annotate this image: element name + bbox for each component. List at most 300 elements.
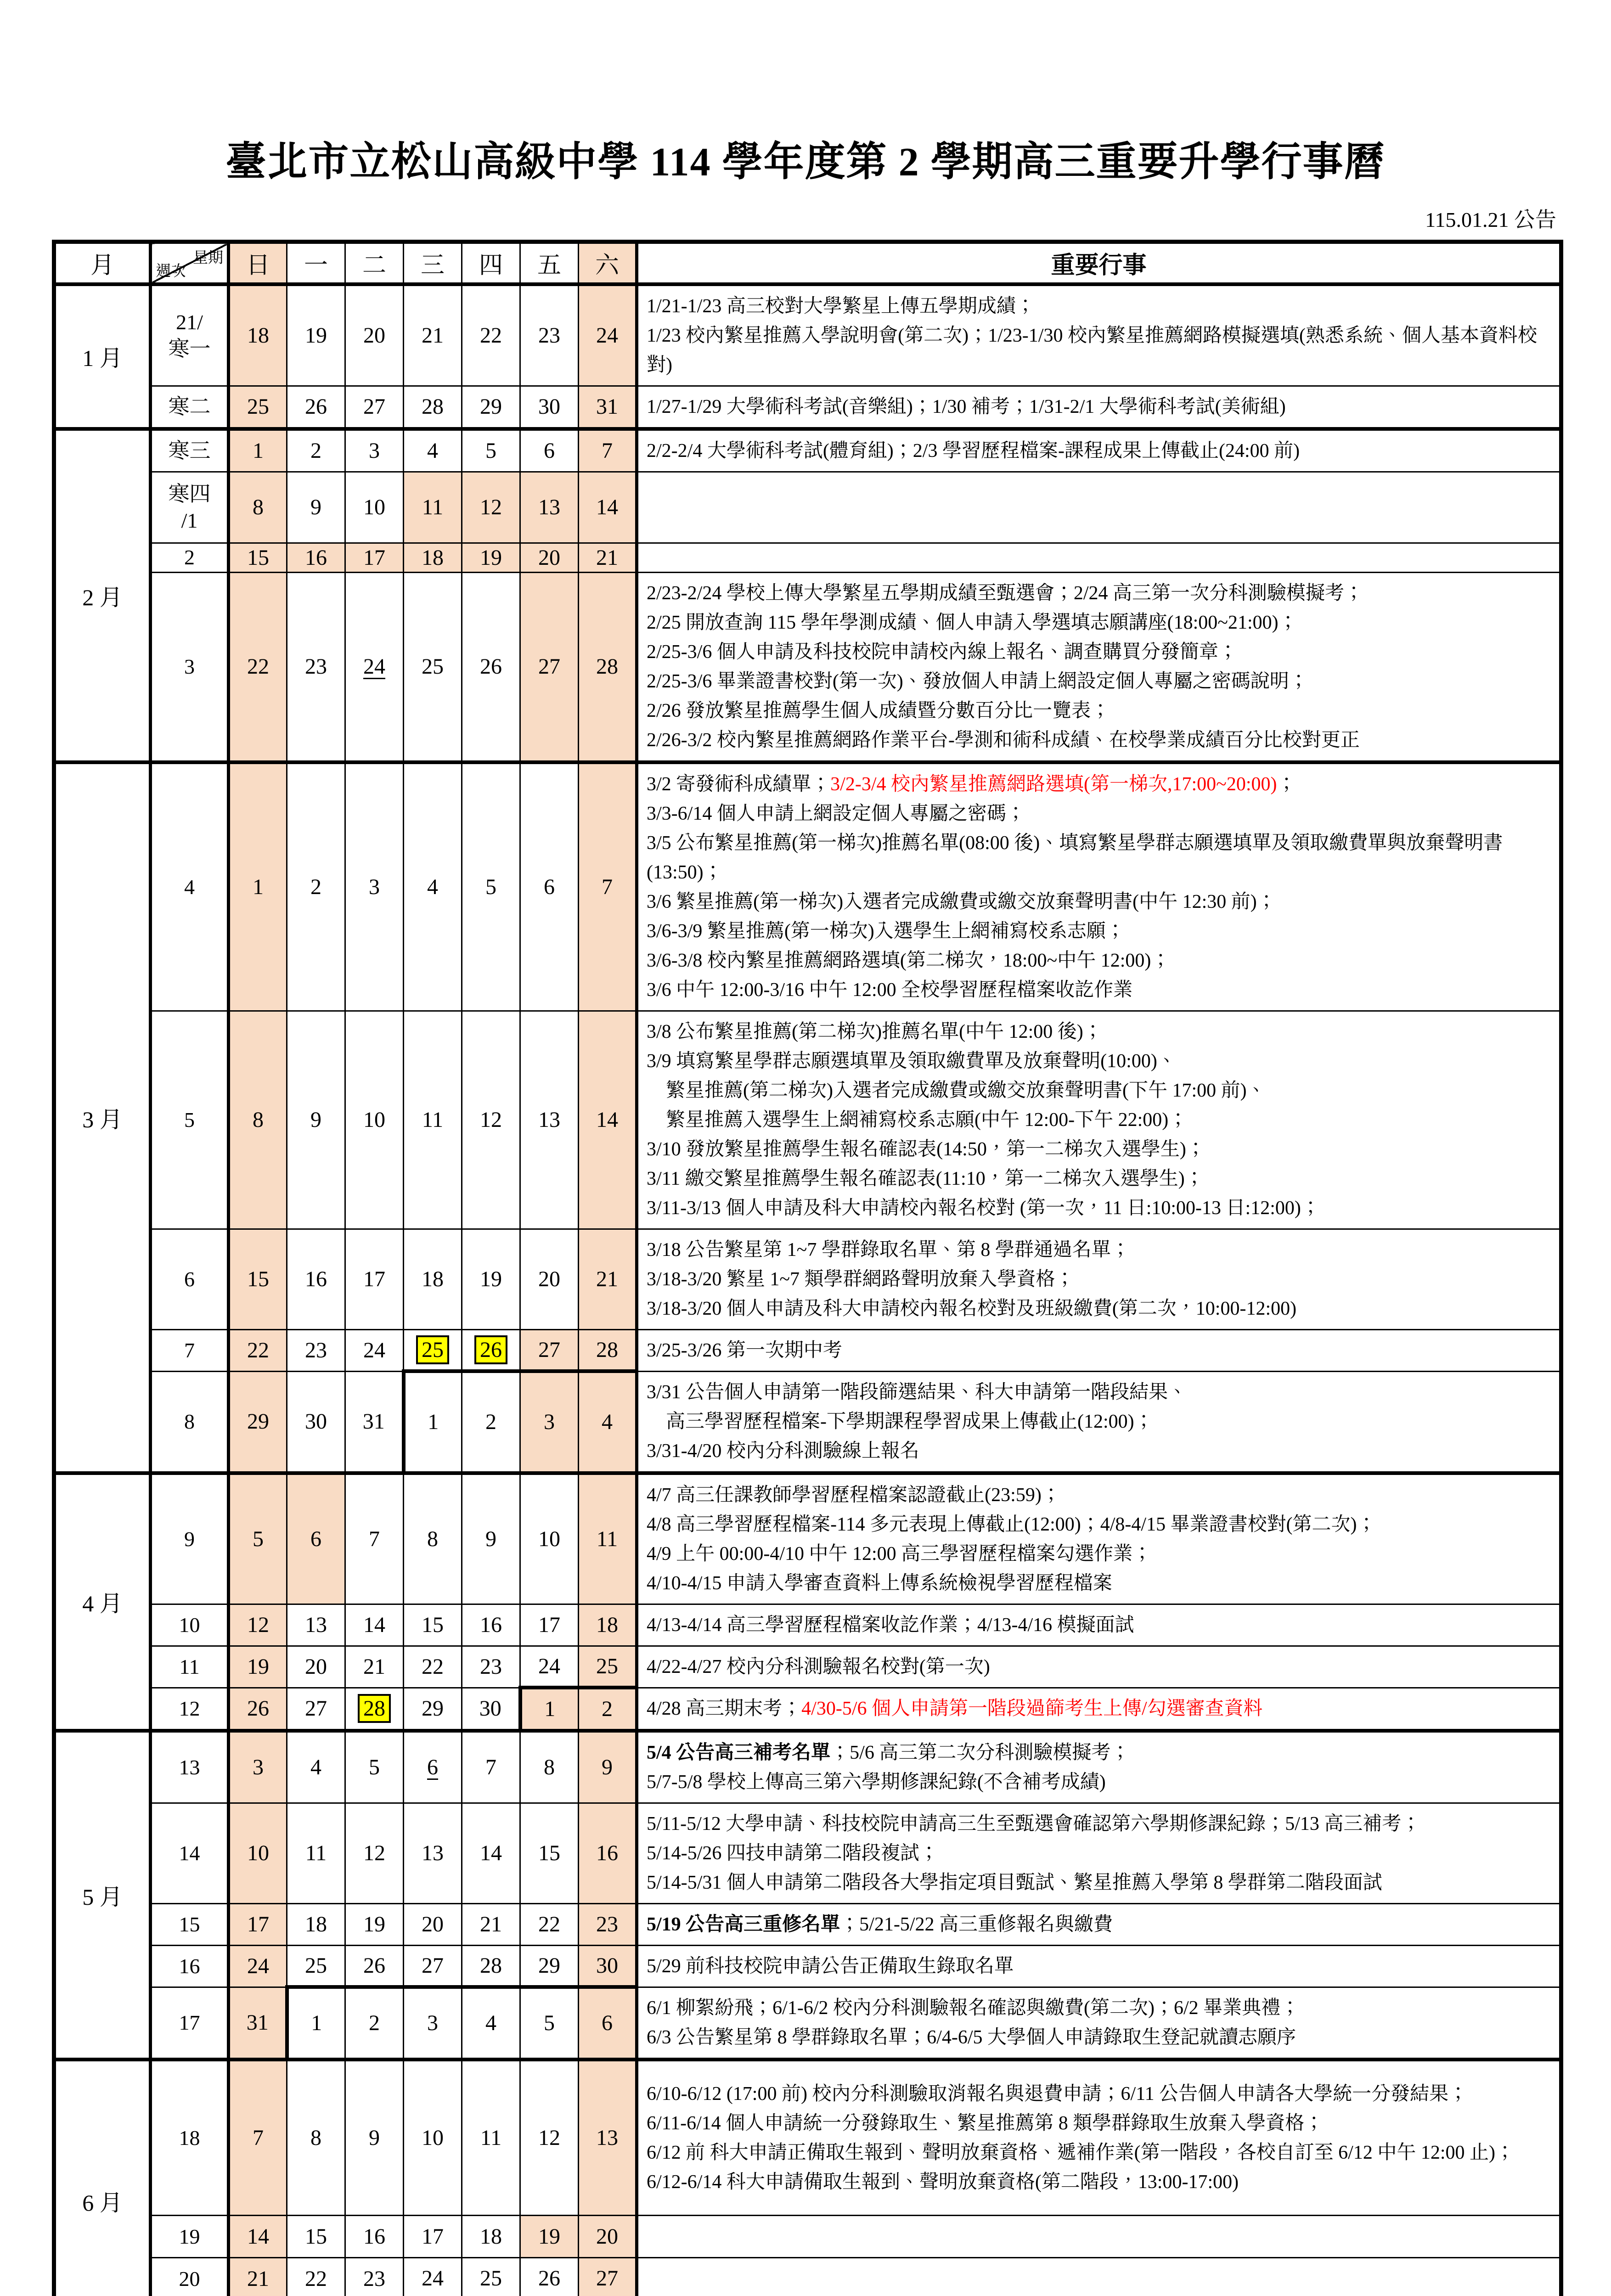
event-text: 3/6 繁星推薦(第一梯次)入選者完成繳費或繳交放棄聲明書(中午 12:30 前)； (647, 891, 1276, 912)
event-line (647, 1436, 1551, 1466)
week-label: 17 (151, 1987, 229, 2060)
events-cell (637, 472, 1561, 543)
calendar-row (54, 1473, 1561, 1604)
event-text: 3/11 繳交繁星推薦學生報名確認表(11:10，第一二梯次入選學生)； (647, 1168, 1204, 1189)
day-cell: 14 (579, 472, 637, 543)
day-cell: 29 (404, 1688, 462, 1731)
day-cell (462, 1329, 520, 1371)
day-cell: 27 (345, 386, 404, 429)
day-cell: 30 (520, 386, 579, 429)
day-cell: 19 (287, 284, 345, 386)
event-text: ； (1277, 774, 1296, 795)
events-cell (637, 1688, 1561, 1731)
calendar-row (54, 1731, 1561, 1803)
event-text: 2/25-3/6 畢業證書校對(第一次)、發放個人申請上網設定個人專屬之密碼說明； (647, 671, 1308, 692)
day-cell: 12 (520, 2060, 579, 2216)
day-cell: 4 (287, 1731, 345, 1803)
day-cell: 2 (287, 762, 345, 1011)
event-text: 3/5 公布繁星推薦(第一梯次)推薦名單(08:00 後)、填寫繁星學群志願選填單及領取繳費單與放棄聲明書(13:50)； (647, 833, 1503, 883)
event-text: 5/4 公告高三補考名單 (647, 1742, 830, 1763)
day-cell: 27 (287, 1688, 345, 1731)
day-cell: 25 (404, 572, 462, 762)
month-label: 1 月 (54, 284, 151, 429)
event-line (647, 1993, 1551, 2023)
day-cell: 5 (520, 1987, 579, 2060)
day-cell: 21 (345, 1646, 404, 1688)
day-cell: 19 (520, 2216, 579, 2258)
event-line (647, 436, 1551, 466)
day-cell: 20 (520, 543, 579, 572)
day-cell: 18 (404, 543, 462, 572)
day-cell: 3 (345, 429, 404, 472)
event-line (647, 1809, 1551, 1839)
event-text: ；5/21-5/22 高三重修報名與繳費 (840, 1914, 1113, 1935)
event-line (647, 1539, 1551, 1569)
day-cell: 22 (229, 1329, 287, 1371)
event-text: 5/29 前科技校院申請公告正備取生錄取名單 (647, 1956, 1014, 1977)
month-label: 5 月 (54, 1731, 151, 2060)
day-cell: 11 (404, 1011, 462, 1229)
day-cell: 23 (462, 1646, 520, 1688)
event-line (647, 1017, 1551, 1047)
calendar-row (54, 2060, 1561, 2216)
day-cell: 18 (229, 284, 287, 386)
day-cell: 17 (345, 1229, 404, 1329)
event-line (647, 1336, 1551, 1365)
week-label: 15 (151, 1903, 229, 1945)
events-cell (637, 1011, 1561, 1229)
events-cell (637, 1987, 1561, 2060)
day-cell: 19 (345, 1903, 404, 1945)
day-cell: 27 (579, 2258, 637, 2296)
day-cell: 11 (287, 1803, 345, 1903)
day-cell: 26 (287, 386, 345, 429)
events-cell (637, 1945, 1561, 1987)
event-line (647, 2079, 1551, 2109)
day-cell: 13 (520, 472, 579, 543)
day-cell: 10 (345, 1011, 404, 1229)
event-line (647, 1076, 1551, 1105)
day-cell: 12 (462, 472, 520, 543)
event-line (647, 292, 1551, 321)
week-label: 4 (151, 762, 229, 1011)
event-line (647, 1164, 1551, 1193)
day-cell: 5 (345, 1731, 404, 1803)
day-cell: 18 (462, 2216, 520, 2258)
event-line (647, 392, 1551, 422)
event-line (647, 1652, 1551, 1682)
day-cell: 2 (579, 1688, 637, 1731)
event-text: 2/23-2/24 學校上傳大學繁星五學期成績至甄選會；2/24 高三第一次分科測驗模擬考； (647, 583, 1363, 604)
day-cell (345, 1688, 404, 1731)
day-cell: 30 (462, 1688, 520, 1731)
event-line (647, 1738, 1551, 1767)
event-line (647, 1569, 1551, 1598)
day-cell: 13 (579, 2060, 637, 2216)
day-cell: 16 (287, 543, 345, 572)
event-line (647, 1193, 1551, 1223)
day-cell: 10 (229, 1803, 287, 1903)
calendar-row (54, 762, 1561, 1011)
week-label: 寒二 (151, 386, 229, 429)
day-cell: 14 (229, 2216, 287, 2258)
day-cell: 8 (520, 1731, 579, 1803)
event-line (647, 1952, 1551, 1981)
event-line (647, 917, 1551, 946)
day-cell: 2 (287, 429, 345, 472)
day-cell: 20 (404, 1903, 462, 1945)
event-text: 3/8 公布繁星推薦(第二梯次)推薦名單(中午 12:00 後)； (647, 1021, 1103, 1042)
event-text: 1/23 校內繁星推薦入學說明會(第二次)；1/23-1/30 校內繁星推薦網路模擬選填(熟悉系統、個人基本資料校對) (647, 325, 1537, 376)
day-cell: 7 (345, 1473, 404, 1604)
day-cell: 17 (404, 2216, 462, 2258)
event-text: 5/11-5/12 大學申請、科技校院申請高三生至甄選會確認第六學期修課紀錄；5/13 高三補考； (647, 1813, 1420, 1835)
event-line (647, 2109, 1551, 2138)
day-cell: 5 (462, 429, 520, 472)
day-cell: 19 (229, 1646, 287, 1688)
event-text: 1/21-1/23 高三校對大學繁星上傳五學期成績； (647, 296, 1035, 317)
day-cell: 8 (404, 1473, 462, 1604)
calendar-table (52, 240, 1563, 2296)
day-cell: 1 (229, 762, 287, 1011)
day-cell: 7 (462, 1731, 520, 1803)
event-text: 4/10-4/15 申請入學審查資料上傳系統檢視學習歷程檔案 (647, 1573, 1112, 1594)
week-label: 14 (151, 1803, 229, 1903)
events-cell (637, 429, 1561, 472)
header-day-1: 一 (287, 242, 345, 284)
day-cell: 14 (345, 1604, 404, 1646)
event-text: 3/2 寄發術科成績單； (647, 774, 830, 795)
day-cell: 22 (287, 2258, 345, 2296)
week-label: 3 (151, 572, 229, 762)
week-label: 10 (151, 1604, 229, 1646)
day-cell (404, 1329, 462, 1371)
day-cell: 15 (287, 2216, 345, 2258)
calendar-row (54, 386, 1561, 429)
event-text: 2/25-3/6 個人申請及科技校院申請校內線上報名、調查購買分發簡章； (647, 642, 1238, 663)
day-cell: 28 (579, 572, 637, 762)
day-cell: 3 (229, 1731, 287, 1803)
event-text: 2/26 發放繁星推薦學生個人成績暨分數百分比一覽表； (647, 700, 1110, 721)
event-text: 繁星推薦入選學生上網補寫校系志願(中午 12:00-下午 22:00)； (647, 1109, 1188, 1131)
event-line (647, 2138, 1551, 2167)
day-cell: 1 (520, 1688, 579, 1731)
exam-day-highlight: 28 (358, 1694, 391, 1723)
day-cell: 3 (345, 762, 404, 1011)
day-cell: 22 (462, 284, 520, 386)
event-text: 4/8 高三學習歷程檔案-114 多元表現上傳截止(12:00)；4/8-4/15 畢業證書校對(第二次)； (647, 1514, 1376, 1535)
day-cell: 21 (579, 1229, 637, 1329)
day-cell: 26 (520, 2258, 579, 2296)
event-line (647, 1047, 1551, 1076)
calendar-row (54, 1688, 1561, 1731)
day-cell: 30 (579, 1945, 637, 1987)
day-cell: 22 (229, 572, 287, 762)
event-line (647, 1610, 1551, 1640)
event-line (647, 1839, 1551, 1868)
event-text: 5/7-5/8 學校上傳高三第六學期修課紀錄(不含補考成績) (647, 1772, 1106, 1793)
event-text: 3/18-3/20 繁星 1~7 類學群網路聲明放棄入學資格； (647, 1269, 1075, 1290)
day-cell: 28 (462, 1945, 520, 1987)
event-line (647, 2023, 1551, 2052)
header-day-6: 六 (579, 242, 637, 284)
event-line (647, 696, 1551, 726)
day-cell: 26 (229, 1688, 287, 1731)
day-cell: 28 (579, 1329, 637, 1371)
day-cell: 10 (404, 2060, 462, 2216)
day-cell: 6 (520, 762, 579, 1011)
exam-day-highlight: 25 (416, 1335, 449, 1364)
header-row (54, 242, 1561, 284)
week-label: 寒三 (151, 429, 229, 472)
event-line (647, 1378, 1551, 1407)
event-text: 3/6 中午 12:00-3/16 中午 12:00 全校學習歷程檔案收訖作業 (647, 979, 1132, 1001)
week-label: 21/ 寒一 (151, 284, 229, 386)
event-text: 高三學習歷程檔案-下學期課程學習成果上傳截止(12:00)； (647, 1411, 1154, 1432)
events-cell (637, 1371, 1561, 1473)
day-cell: 16 (287, 1229, 345, 1329)
event-text-alert: 4/30-5/6 個人申請第一階段過篩考生上傳/勾選審查資料 (801, 1698, 1263, 1719)
event-line (647, 1767, 1551, 1797)
week-label: 20 (151, 2258, 229, 2296)
calendar-row (54, 2216, 1561, 2258)
event-text: 3/6-3/9 繁星推薦(第一梯次)入選學生上網補寫校系志願； (647, 921, 1125, 942)
event-text: 3/3-6/14 個人申請上網設定個人專屬之密碼； (647, 803, 1025, 824)
events-cell (637, 2258, 1561, 2296)
day-cell: 18 (579, 1604, 637, 1646)
calendar-row (54, 1329, 1561, 1371)
event-text: 4/22-4/27 校內分科測驗報名校對(第一次) (647, 1656, 990, 1677)
mock-exam-day-underline: 24 (363, 654, 385, 679)
calendar-row (54, 1646, 1561, 1688)
event-line (647, 1294, 1551, 1323)
day-cell: 20 (345, 284, 404, 386)
day-cell: 21 (229, 2258, 287, 2296)
day-cell: 10 (520, 1473, 579, 1604)
event-line (647, 1510, 1551, 1539)
event-text: 6/11-6/14 個人申請統一分發錄取生、繁星推薦第 8 類學群錄取生放棄入學資格； (647, 2113, 1324, 2134)
event-text: 2/26-3/2 校內繁星推薦網路作業平台-學測和術科成績、在校學業成績百分比校對更正 (647, 730, 1360, 751)
day-cell: 23 (579, 1903, 637, 1945)
day-cell: 1 (404, 1371, 462, 1473)
events-cell (637, 572, 1561, 762)
day-cell: 20 (287, 1646, 345, 1688)
event-line (647, 1868, 1551, 1897)
event-line (647, 1235, 1551, 1265)
calendar-row (54, 1229, 1561, 1329)
event-text: 3/25-3/26 第一次期中考 (647, 1340, 842, 1361)
day-cell: 16 (579, 1803, 637, 1903)
header-day-3: 三 (404, 242, 462, 284)
event-text: 4/9 上午 00:00-4/10 中午 12:00 高三學習歷程檔案勾選作業； (647, 1543, 1152, 1564)
day-cell: 25 (579, 1646, 637, 1688)
week-label: 18 (151, 2060, 229, 2216)
event-line (647, 579, 1551, 608)
event-text: 3/31 公告個人申請第一階段篩選結果、科大申請第一階段結果、 (647, 1382, 1187, 1403)
day-cell: 25 (229, 386, 287, 429)
day-cell: 30 (287, 1371, 345, 1473)
day-cell: 19 (462, 1229, 520, 1329)
day-cell: 3 (404, 1987, 462, 2060)
header-month: 月 (54, 242, 151, 284)
day-cell: 1 (229, 429, 287, 472)
day-cell: 17 (229, 1903, 287, 1945)
day-cell: 25 (287, 1945, 345, 1987)
event-line (647, 1694, 1551, 1723)
header-events: 重要行事 (637, 242, 1561, 284)
week-label: 2 (151, 543, 229, 572)
day-cell: 17 (345, 543, 404, 572)
day-cell (345, 572, 404, 762)
day-cell: 17 (520, 1604, 579, 1646)
events-cell (637, 1646, 1561, 1688)
event-text: 3/6-3/8 校內繁星推薦網路選填(第二梯次，18:00~中午 12:00)； (647, 950, 1170, 971)
day-cell: 12 (345, 1803, 404, 1903)
day-cell: 26 (462, 572, 520, 762)
event-line (647, 1265, 1551, 1294)
day-cell: 9 (287, 1011, 345, 1229)
day-cell: 11 (462, 2060, 520, 2216)
event-text: 6/12 前 科大申請正備取生報到、聲明放棄資格、遞補作業(第一階段，各校自訂至 6/12 中午 12:00 止)； (647, 2142, 1515, 2163)
day-cell: 4 (462, 1987, 520, 2060)
calendar-row (54, 1011, 1561, 1229)
header-day-0: 日 (229, 242, 287, 284)
mock-exam-day-underline: 6 (427, 1755, 438, 1779)
header-day-4: 四 (462, 242, 520, 284)
event-text: 3/18 公告繁星第 1~7 學群錄取名單、第 8 學群通過名單； (647, 1239, 1130, 1261)
day-cell: 21 (462, 1903, 520, 1945)
day-cell: 18 (287, 1903, 345, 1945)
event-line (647, 667, 1551, 696)
day-cell: 27 (520, 572, 579, 762)
day-cell: 2 (345, 1987, 404, 2060)
day-cell: 16 (462, 1604, 520, 1646)
day-cell: 15 (229, 1229, 287, 1329)
calendar-row (54, 284, 1561, 386)
exam-day-highlight: 26 (474, 1335, 507, 1364)
day-cell: 20 (520, 1229, 579, 1329)
week-label: 8 (151, 1371, 229, 1473)
day-cell: 7 (229, 2060, 287, 2216)
week-label: 12 (151, 1688, 229, 1731)
event-text: 5/14-5/26 四技申請第二階段複試； (647, 1843, 939, 1864)
event-text: 5/14-5/31 個人申請第二階段各大學指定項目甄試、繁星推薦入學第 8 學群第二階段面試 (647, 1872, 1382, 1893)
event-line (647, 1910, 1551, 1939)
day-cell: 5 (229, 1473, 287, 1604)
day-cell: 8 (287, 2060, 345, 2216)
month-label: 6 月 (54, 2060, 151, 2296)
event-line (647, 828, 1551, 887)
event-text: 4/7 高三任課教師學習歷程檔案認證截止(23:59)； (647, 1485, 1061, 1506)
day-cell: 14 (462, 1803, 520, 1903)
day-cell: 1 (287, 1987, 345, 2060)
events-cell (637, 762, 1561, 1011)
day-cell: 11 (579, 1473, 637, 1604)
month-label: 3 月 (54, 762, 151, 1473)
calendar-row (54, 472, 1561, 543)
event-line (647, 975, 1551, 1005)
event-line (647, 887, 1551, 917)
event-text: 2/25 開放查詢 115 學年學測成績、個人申請入學選填志願講座(18:00~21:00)； (647, 612, 1298, 633)
day-cell: 6 (287, 1473, 345, 1604)
week-label: 13 (151, 1731, 229, 1803)
calendar-sheet (52, 129, 1559, 2296)
events-cell (637, 1803, 1561, 1903)
day-cell: 19 (462, 543, 520, 572)
calendar-body (54, 284, 1561, 2296)
day-cell: 13 (404, 1803, 462, 1903)
event-line (647, 799, 1551, 828)
calendar-row (54, 429, 1561, 472)
calendar-row (54, 1604, 1561, 1646)
day-cell: 22 (520, 1903, 579, 1945)
day-cell: 31 (579, 386, 637, 429)
day-cell: 4 (579, 1371, 637, 1473)
header-week-diagonal (151, 242, 229, 284)
event-line (647, 608, 1551, 637)
week-label: 7 (151, 1329, 229, 1371)
day-cell: 9 (462, 1473, 520, 1604)
day-cell: 24 (520, 1646, 579, 1688)
day-cell: 8 (229, 1011, 287, 1229)
events-cell (637, 386, 1561, 429)
day-cell: 24 (404, 2258, 462, 2296)
day-cell: 12 (462, 1011, 520, 1229)
month-label: 2 月 (54, 429, 151, 762)
calendar-row (54, 1903, 1561, 1945)
day-cell: 6 (520, 429, 579, 472)
events-cell (637, 2216, 1561, 2258)
day-cell: 24 (579, 284, 637, 386)
event-line (647, 1480, 1551, 1510)
day-cell: 29 (229, 1371, 287, 1473)
day-cell: 5 (462, 762, 520, 1011)
week-label: 5 (151, 1011, 229, 1229)
week-label: 寒四 /1 (151, 472, 229, 543)
events-cell (637, 2060, 1561, 2216)
day-cell: 15 (229, 543, 287, 572)
week-label: 11 (151, 1646, 229, 1688)
event-text: 5/19 公告高三重修名單 (647, 1914, 840, 1935)
event-line (647, 2167, 1551, 2197)
day-cell: 23 (287, 572, 345, 762)
event-text-alert: 3/2-3/4 校內繁星推薦網路選填(第一梯次,17:00~20:00) (830, 774, 1277, 795)
event-text: 4/13-4/14 高三學習歷程檔案收訖作業；4/13-4/16 模擬面試 (647, 1615, 1134, 1636)
day-cell: 23 (287, 1329, 345, 1371)
day-cell: 16 (345, 2216, 404, 2258)
events-cell (637, 1329, 1561, 1371)
day-cell: 31 (345, 1371, 404, 1473)
events-cell (637, 1903, 1561, 1945)
day-cell: 25 (462, 2258, 520, 2296)
event-text: 3/18-3/20 個人申請及科大申請校內報名校對及班級繳費(第二次，10:00-12:00) (647, 1298, 1296, 1319)
day-cell: 22 (404, 1646, 462, 1688)
announce-date: 115.01.21 公告 (52, 203, 1559, 233)
header-weekno-label: 週次 (156, 259, 186, 281)
event-text: ；5/6 高三第二次分科測驗模擬考； (830, 1742, 1130, 1763)
event-text: 6/3 公告繁星第 8 學群錄取名單；6/4-6/5 大學個人申請錄取生登記就讀志願序 (647, 2027, 1296, 2048)
events-cell (637, 543, 1561, 572)
events-cell (637, 1731, 1561, 1803)
day-cell: 9 (287, 472, 345, 543)
event-line (647, 321, 1551, 380)
events-cell (637, 1604, 1561, 1646)
day-cell: 11 (404, 472, 462, 543)
day-cell: 14 (579, 1011, 637, 1229)
events-cell (637, 284, 1561, 386)
day-cell: 24 (229, 1945, 287, 1987)
calendar-row (54, 543, 1561, 572)
